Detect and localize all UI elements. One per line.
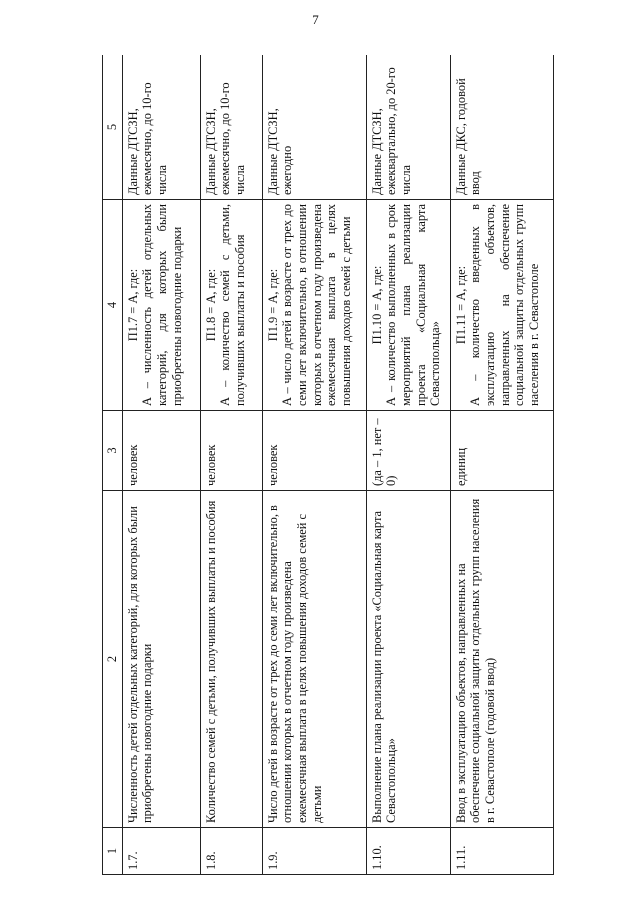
data-source: Данные ДКС, годовой ввод [450,55,553,200]
formula: П1.10 = А, где: [369,265,384,345]
row-number: 1.9. [262,828,366,875]
formula-cell [450,200,553,411]
table-row [262,55,366,875]
header-cell-5: 5 [103,55,123,200]
rotated-table-container [102,55,554,875]
row-number: 1.8. [200,828,262,875]
table-row [450,55,553,875]
formula-cell [262,200,366,411]
formula-cell [366,200,450,411]
header-cell-2: 2 [103,491,123,828]
table-row [200,55,262,875]
indicators-table [102,55,554,875]
row-number: 1.10. [366,828,450,875]
data-source: Данные ДТСЗН, ежемесячно, до 10-го числа [200,55,262,200]
unit-of-measure: человек [200,411,262,491]
indicator-name: Количество семей с детьми, получивших выплаты и пособия [200,491,262,828]
table-row [366,55,450,875]
unit-of-measure: единиц [450,411,553,491]
formula-description: А – количество выполненных в срок мероприятий плана реализации проекта «Социальная карта Севастопольца» [384,204,443,406]
indicator-name: Число детей в возрасте от трех до семи лет включительно, в отношении которых в отчетном году произведена ежемесячная выплата в целях повышения доходов семей с детьми [262,491,366,828]
header-cell-3: 3 [103,411,123,491]
table-row [122,55,200,875]
header-cell-1: 1 [103,828,123,875]
rotated-table-frame [102,55,554,875]
formula-description: А – численность детей отдельных категорий, для которых были приобретены новогодние подарки [140,204,184,406]
unit-of-measure: человек [122,411,200,491]
data-source: Данные ДТСЗН, ежемесячно, до 10-го числа [122,55,200,200]
formula-description: А – количество введенных в эксплуатацию объектов, направленных на обеспечение социальной защиты отдельных групп населения в г. Севастополе [468,204,541,406]
formula: П1.7 = А, где: [125,268,140,342]
formula-cell [200,200,262,411]
formula: П1.9 = А, где: [265,268,280,342]
formula-description: А – количество семей с детьми, получивших выплаты и пособия [218,204,247,406]
indicator-name: Выполнение плана реализации проекта «Социальная карта Севастопольца» [366,491,450,828]
formula-description: А – число детей в возрасте от трех до семи лет включительно, в отношении которых в отчетном году произведена ежемесячная выплата в целях повышения доходов семей с детьми [280,204,353,406]
data-source: Данные ДТСЗН, ежеквартально, до 20-го числа [366,55,450,200]
table-header-row [103,55,123,875]
header-cell-4: 4 [103,200,123,411]
unit-of-measure: (да – 1, нет – 0) [366,411,450,491]
data-source: Данные ДТСЗН, ежегодно [262,55,366,200]
row-number: 1.11. [450,828,553,875]
row-number: 1.7. [122,828,200,875]
page-number: 7 [312,12,319,27]
formula: П1.11 = А, где: [453,265,468,345]
indicator-name: Численность детей отдельных категорий, для которых были приобретены новогодние подарки [122,491,200,828]
formula: П1.8 = А, где: [203,268,218,342]
unit-of-measure: человек [262,411,366,491]
indicator-name: Ввод в эксплуатацию объектов, направленных на обеспечение социальной защиты отдельных групп населения в г. Севастополе (годовой ввод) [450,491,553,828]
formula-cell [122,200,200,411]
